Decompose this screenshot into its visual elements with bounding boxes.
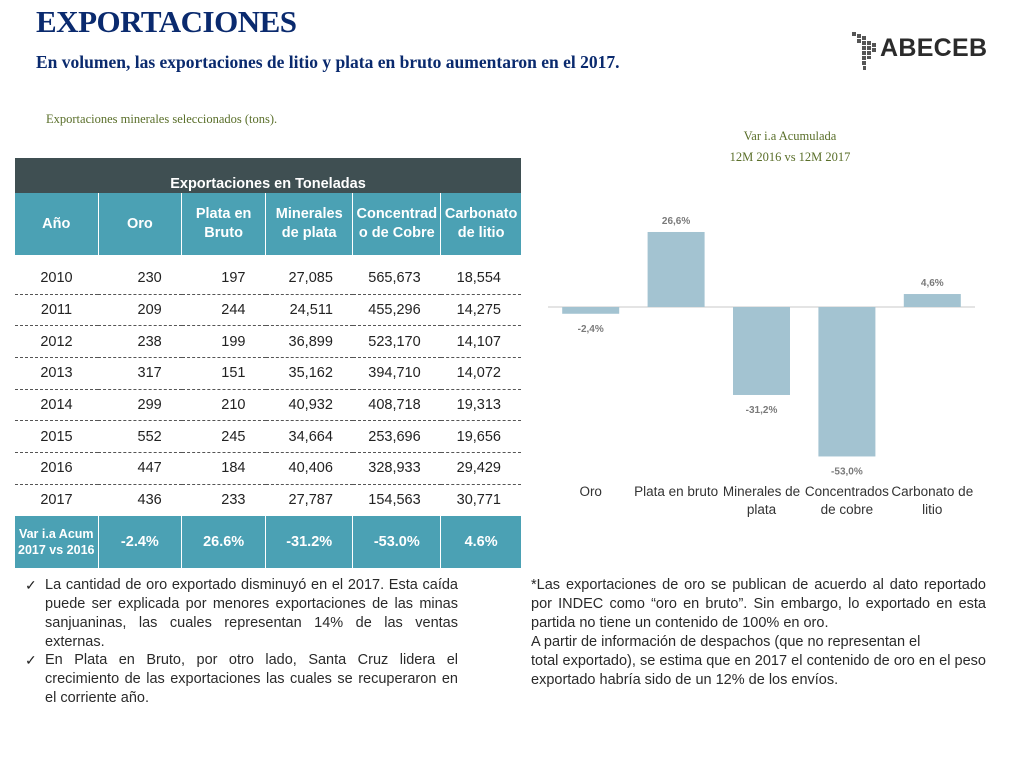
chart-subtitle: 12M 2016 vs 12M 2017 bbox=[729, 150, 851, 164]
table-cell: 2011 bbox=[15, 294, 98, 326]
footer-value: 26.6% bbox=[182, 516, 266, 568]
footer-value: -2.4% bbox=[98, 516, 182, 568]
table-cell: 328,933 bbox=[353, 453, 441, 485]
table-cell: 2016 bbox=[15, 453, 98, 485]
table-row bbox=[15, 453, 521, 485]
footer-label bbox=[15, 516, 98, 568]
table-cell: 151 bbox=[182, 358, 266, 390]
data-label: -53,0% bbox=[831, 466, 863, 478]
table-cell: 230 bbox=[98, 255, 182, 294]
table-row bbox=[15, 389, 521, 421]
exports-table bbox=[15, 158, 521, 568]
table-cell: 2012 bbox=[15, 326, 98, 358]
table-cell: 299 bbox=[98, 389, 182, 421]
footer-value: -31.2% bbox=[266, 516, 353, 568]
abeceb-logo bbox=[850, 30, 990, 72]
table-cell: 19,313 bbox=[441, 389, 521, 421]
column-header: Carbonato de litio bbox=[441, 193, 521, 255]
table-cell: 245 bbox=[182, 421, 266, 453]
table-cell: 233 bbox=[221, 492, 246, 509]
check-icon: ✓ bbox=[25, 577, 37, 593]
table-cell: 36,899 bbox=[266, 326, 353, 358]
footnote-para-2: total exportado), se estima que en 2017 el contenido de oro en el peso exportado habría sido de un 12% de los envíos. bbox=[531, 653, 986, 688]
category-label: Oro bbox=[579, 484, 602, 499]
table-cell: 552 bbox=[98, 421, 182, 453]
footer-label-line1: Var i.a Acum bbox=[18, 526, 94, 541]
category-label: plata bbox=[746, 502, 777, 517]
table-cell: 14,107 bbox=[441, 326, 521, 358]
table-caption: Exportaciones minerales seleccionados (tons). bbox=[46, 112, 278, 126]
table-cell: 210 bbox=[182, 389, 266, 421]
table-cell: 317 bbox=[98, 358, 182, 390]
table-body bbox=[15, 255, 521, 516]
table-cell: 244 bbox=[182, 294, 266, 326]
bar bbox=[818, 307, 875, 456]
table-cell: 27,085 bbox=[266, 255, 353, 294]
table-cell: 14,275 bbox=[441, 294, 521, 326]
table-cell: 523,170 bbox=[353, 326, 441, 358]
table-row bbox=[15, 294, 521, 326]
category-label: Concentrados bbox=[804, 484, 889, 499]
table-cell: 40,932 bbox=[266, 389, 353, 421]
category-label: Minerales de bbox=[722, 484, 801, 499]
table-row bbox=[15, 484, 521, 515]
table-cell: 14,072 bbox=[441, 358, 521, 390]
table-cell: 184 bbox=[182, 453, 266, 485]
bullet-text: En Plata en Bruto, por otro lado, Santa Cruz lidera el crecimiento de las exportaciones las cuales se recuperaron en el corriente año. bbox=[45, 652, 458, 706]
table-cell: 2015 bbox=[15, 421, 98, 453]
footer-value: -53.0% bbox=[353, 516, 441, 568]
bullet-gold bbox=[26, 576, 458, 652]
bar bbox=[648, 232, 705, 307]
table-cell: 447 bbox=[98, 453, 182, 485]
category-label: litio bbox=[922, 502, 943, 517]
latin-america-map-icon bbox=[850, 30, 880, 72]
table-cell: 199 bbox=[182, 326, 266, 358]
footnote-line-2a: A partir de información de despachos (que no representan el bbox=[531, 634, 921, 650]
bar bbox=[562, 307, 619, 314]
page-subtitle: En volumen, las exportaciones de litio y plata en bruto aumentaron en el 2017. bbox=[36, 52, 620, 72]
column-header: Oro bbox=[98, 193, 182, 255]
table-footer-row bbox=[15, 516, 521, 568]
logo-text: ABECEB bbox=[880, 34, 988, 62]
table-cell: 34,664 bbox=[266, 421, 353, 453]
table-cell: 455,296 bbox=[353, 294, 441, 326]
table-row bbox=[15, 255, 521, 294]
table-cell: 238 bbox=[98, 326, 182, 358]
table-cell: 408,718 bbox=[353, 389, 441, 421]
bar bbox=[733, 307, 790, 395]
data-label: 26,6% bbox=[661, 215, 691, 227]
page-title: EXPORTACIONES bbox=[36, 4, 297, 39]
table-cell: 29,429 bbox=[441, 453, 521, 485]
table-header-row bbox=[15, 193, 521, 255]
column-header: Minerales de plata bbox=[266, 193, 353, 255]
table-row bbox=[15, 358, 521, 390]
column-header: Año bbox=[15, 193, 98, 255]
table-cell: 27,787 bbox=[288, 492, 333, 509]
data-label: -31,2% bbox=[745, 404, 778, 416]
chart-title: Var i.a Acumulada bbox=[743, 129, 837, 143]
table-cell: 30,771 bbox=[456, 492, 501, 509]
table-row bbox=[15, 326, 521, 358]
bullet-silver bbox=[26, 651, 458, 708]
table-row bbox=[15, 421, 521, 453]
category-label: Plata en bruto bbox=[634, 484, 719, 499]
column-header: Concentrad o de Cobre bbox=[353, 193, 441, 255]
table-cell: 40,406 bbox=[266, 453, 353, 485]
table-cell: 2013 bbox=[15, 358, 98, 390]
table-cell: 197 bbox=[182, 255, 266, 294]
bar bbox=[904, 294, 961, 307]
category-label: de cobre bbox=[820, 502, 874, 517]
table-cell: 19,656 bbox=[441, 421, 521, 453]
table-cell: 253,696 bbox=[353, 421, 441, 453]
table-cell: 565,673 bbox=[353, 255, 441, 294]
bullet-text: La cantidad de oro exportado disminuyó en el 2017. Esta caída puede ser explicada por menores exportaciones de las minas sanjuaninas, las cuales representan 14% de las ventas externas. bbox=[45, 577, 458, 650]
data-label: -2,4% bbox=[577, 323, 604, 335]
footer-value: 4.6% bbox=[441, 516, 521, 568]
footnote-para-1: *Las exportaciones de oro se publican de acuerdo al dato reportado por INDEC como “oro en bruto”. Sin embargo, lo exportado en esta partida no tiene un contenido de 100% en oro. bbox=[531, 577, 986, 631]
check-icon: ✓ bbox=[25, 652, 37, 668]
table-cell: 24,511 bbox=[266, 294, 353, 326]
category-label: Carbonato de bbox=[891, 484, 974, 499]
column-header: Plata en Bruto bbox=[182, 193, 266, 255]
table-cell: 2017 bbox=[40, 492, 73, 509]
footer-label-line2: 2017 vs 2016 bbox=[18, 542, 95, 557]
table-cell: 209 bbox=[98, 294, 182, 326]
table-cell: 436 bbox=[137, 492, 162, 509]
table-cell: 154,563 bbox=[368, 492, 421, 509]
variation-bar-chart bbox=[540, 190, 980, 530]
table-cell: 18,554 bbox=[441, 255, 521, 294]
table-cell: 2014 bbox=[15, 389, 98, 421]
gold-footnote bbox=[531, 576, 986, 690]
table-group-header: Exportaciones en Toneladas bbox=[15, 158, 521, 193]
table-cell: 394,710 bbox=[353, 358, 441, 390]
data-label: 4,6% bbox=[920, 278, 944, 290]
table-cell: 35,162 bbox=[266, 358, 353, 390]
table-cell: 2010 bbox=[15, 255, 98, 294]
